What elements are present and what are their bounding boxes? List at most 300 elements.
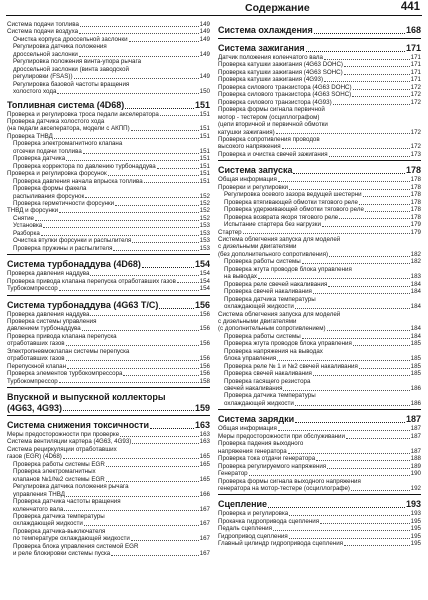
dot-leader: [316, 460, 410, 461]
header-rule: [6, 15, 422, 16]
section-divider: [7, 415, 210, 416]
dot-leader: [313, 375, 410, 376]
toc-entry[interactable]: [218, 91, 421, 98]
toc-entry[interactable]: [7, 245, 210, 252]
toc-entry-text: Проверка системы управления: [7, 317, 97, 325]
toc-entry-title: Перепускной клапан: [7, 362, 67, 370]
dot-leader: [54, 138, 199, 139]
dot-leader: [289, 538, 410, 539]
toc-page-number: 179: [410, 221, 421, 229]
toc-entry-text: Проверка датчика температуры: [224, 295, 316, 303]
dot-leader: [79, 33, 199, 34]
toc-page-number: 188: [410, 455, 421, 463]
toc-entry-title: Главный цилиндр гидропривода сцепления: [218, 540, 344, 548]
toc-entry-title: Проверка датчика: [13, 155, 66, 163]
toc-page-number: 167: [199, 520, 210, 528]
dot-leader: [258, 278, 410, 279]
dot-leader: [66, 160, 199, 161]
toc-entry[interactable]: [7, 438, 210, 445]
toc-entry-title: генератора на мотор-тестере (осциллографе): [218, 485, 350, 493]
toc-entry-title: Очистка втулки форсунки и распылителя: [13, 237, 132, 245]
dot-leader: [313, 293, 410, 294]
dot-leader: [302, 338, 410, 339]
toc-page-number: 149: [199, 28, 210, 36]
toc-entry[interactable]: [218, 463, 421, 470]
toc-entry[interactable]: [7, 311, 210, 318]
section-heading[interactable]: [7, 392, 210, 413]
toc-entry[interactable]: [218, 470, 421, 477]
toc-entry[interactable]: [218, 525, 421, 532]
toc-entry[interactable]: [218, 281, 421, 288]
section-title: Система снижения токсичности: [7, 420, 150, 431]
toc-entry-text: Проверка датчика-выключателя: [13, 527, 106, 535]
toc-entry-title: Проверка давления наддува: [7, 310, 90, 318]
dot-leader: [295, 422, 405, 423]
toc-entry-title: Проверка ТНВД: [7, 132, 53, 140]
dot-leader: [83, 153, 199, 154]
toc-page-number: 151: [199, 170, 210, 178]
dot-leader: [123, 375, 198, 376]
toc-entry[interactable]: [218, 143, 421, 150]
dot-leader: [293, 173, 404, 174]
toc-entry-title: Педаль сцепления: [218, 525, 272, 533]
section-heading[interactable]: [218, 414, 421, 425]
toc-entry[interactable]: [7, 270, 210, 277]
section-title: Система охлаждения: [218, 25, 313, 35]
toc-entry[interactable]: [218, 533, 421, 540]
dot-leader: [353, 89, 410, 90]
toc-entry-title: Проверка привода клапана перепуска отработавших газов: [7, 277, 176, 285]
toc-entry-title: Проверка работы системы EGR: [13, 460, 105, 468]
toc-entry[interactable]: [218, 273, 421, 280]
section-divider: [7, 295, 210, 296]
dot-leader: [352, 96, 409, 97]
toc-entry[interactable]: [218, 485, 421, 492]
toc-page-number: 167: [199, 550, 210, 558]
toc-page-number: 156: [199, 340, 210, 348]
toc-entry-title: Система подачи топлива: [7, 21, 79, 28]
toc-entry[interactable]: [7, 278, 210, 285]
toc-page-number: 184: [410, 288, 421, 296]
toc-entry-title: Стартер: [218, 228, 242, 236]
toc-entry[interactable]: [218, 333, 421, 340]
toc-entry-title: Проверка тока отдачи генератора: [218, 455, 316, 463]
toc-page-number: 172: [410, 98, 421, 106]
section-heading[interactable]: [218, 499, 421, 510]
toc-entry-title: коленчатого вала: [13, 505, 64, 513]
toc-entry-title: высокого напряжения: [218, 143, 281, 151]
toc-entry-title: Система вентиляции картера (4G63, 4G93): [7, 438, 132, 446]
toc-entry-title: газов (EGR) (4D68): [7, 453, 62, 461]
toc-entry-title: управления ТНВД: [13, 490, 65, 498]
dot-leader: [327, 330, 410, 331]
toc-entry[interactable]: [218, 370, 421, 377]
toc-entry-title: Проверка элементов турбокомпрессора: [7, 370, 123, 378]
toc-page-number: 173: [410, 150, 421, 158]
toc-entry[interactable]: [218, 69, 421, 76]
toc-entry[interactable]: [7, 491, 210, 498]
dot-leader: [288, 453, 410, 454]
dot-leader: [289, 515, 409, 516]
toc-page-number: 165: [199, 460, 210, 468]
toc-entry-title: Датчик положения коленчатого вала: [218, 54, 323, 61]
toc-entry-title: Общая информация: [218, 176, 277, 184]
toc-page-number: 185: [410, 340, 421, 348]
toc-entry-title: Проверка силового транзистора (4G93): [218, 98, 332, 106]
toc-entry-text: Регулировка базовой частоты вращения: [13, 80, 130, 88]
toc-entry-text: Система рециркуляции отработавших: [7, 445, 117, 453]
dot-leader: [346, 438, 410, 439]
toc-entry-text: Электропневмоклапан системы перепуска: [7, 347, 130, 355]
toc-page-number: 172: [410, 128, 421, 136]
toc-page-number: 166: [199, 490, 210, 498]
toc-entry[interactable]: [218, 455, 421, 462]
toc-entry[interactable]: [7, 370, 210, 377]
toc-page-number: 187: [410, 425, 421, 433]
toc-entry[interactable]: [218, 251, 421, 258]
section-divider: [7, 254, 210, 255]
toc-entry[interactable]: [7, 51, 210, 58]
toc-entry-text: Проверка жгута проводов блока управления: [224, 265, 352, 273]
toc-entry[interactable]: [7, 222, 210, 229]
dot-leader: [353, 345, 410, 346]
toc-entry-text: (цепи вторичной и первичной обмотки: [218, 121, 328, 129]
dot-leader: [67, 368, 199, 369]
dot-leader: [132, 242, 198, 243]
toc-entry[interactable]: [7, 148, 210, 155]
toc-page-number: 151: [199, 110, 210, 118]
toc-page-number: 153: [199, 229, 210, 237]
toc-page-number: 182: [410, 250, 421, 258]
toc-page-number: 153: [199, 244, 210, 252]
toc-page-number: 156: [199, 362, 210, 370]
toc-page-number: 184: [410, 332, 421, 340]
toc-entry[interactable]: [7, 453, 210, 460]
toc-entry-title: Проверка силового транзистора (4G63 DOHC): [218, 83, 352, 91]
toc-entry-title: дроссельной заслонки: [13, 50, 78, 58]
toc-page-number: 184: [410, 303, 421, 311]
section-page-number: 156: [194, 299, 210, 310]
toc-entry[interactable]: [7, 193, 210, 200]
toc-entry[interactable]: [218, 54, 421, 61]
toc-page-number: 153: [199, 222, 210, 230]
dot-leader: [63, 458, 199, 459]
toc-entry[interactable]: [7, 340, 210, 347]
section-heading[interactable]: [7, 300, 210, 311]
dot-leader: [106, 481, 199, 482]
toc-entry[interactable]: [218, 325, 421, 332]
toc-entry[interactable]: [7, 520, 210, 527]
dot-leader: [278, 181, 410, 182]
dot-leader: [59, 290, 199, 291]
section-heading[interactable]: [7, 420, 210, 431]
toc-entry[interactable]: [7, 28, 210, 35]
dot-leader: [57, 93, 198, 94]
toc-entry-title: Проверка втягивающей обмотки тягового реле: [224, 198, 358, 206]
toc-page-number: 178: [410, 198, 421, 206]
toc-page-number: 184: [410, 280, 421, 288]
toc-entry[interactable]: [7, 431, 210, 438]
toc-entry[interactable]: [7, 178, 210, 185]
toc-entry-title: Проверка силового транзистора (4G63 SOHC): [218, 91, 352, 99]
dot-leader: [113, 250, 198, 251]
toc-entry[interactable]: [218, 206, 421, 213]
toc-page-number: 184: [410, 325, 421, 333]
toc-entry[interactable]: [218, 448, 421, 455]
toc-entry[interactable]: [218, 129, 421, 136]
toc-entry[interactable]: [218, 99, 421, 106]
toc-page-number: 187: [410, 447, 421, 455]
toc-entry[interactable]: [218, 176, 421, 183]
dot-leader: [306, 51, 405, 52]
toc-entry[interactable]: [7, 170, 210, 177]
section-title-line2: [7, 403, 210, 414]
toc-page-number: 183: [410, 273, 421, 281]
dot-leader: [120, 436, 199, 437]
toc-entry[interactable]: [218, 76, 421, 83]
toc-page-number: 167: [199, 535, 210, 543]
toc-entry-title: отработавших газов: [7, 355, 65, 363]
toc-entry-title: Проверка свечей накаливания: [224, 370, 312, 378]
toc-entry-text: с дизельными двигателями: [218, 317, 297, 325]
toc-entry[interactable]: [7, 550, 210, 557]
toc-entry[interactable]: [7, 476, 210, 483]
toc-page-number: 152: [199, 214, 210, 222]
toc-entry-title: по температуре охлаждающей жидкости: [13, 535, 130, 543]
dot-leader: [328, 286, 409, 287]
toc-entry[interactable]: [218, 425, 421, 432]
toc-page-number: 178: [410, 213, 421, 221]
toc-page-number: 195: [410, 532, 421, 540]
toc-column-left: [7, 21, 210, 558]
toc-entry[interactable]: [7, 535, 210, 542]
toc-page-number: 179: [410, 228, 421, 236]
section-title: Система турбонаддува (4D68): [7, 259, 141, 270]
dot-leader: [144, 182, 199, 183]
section-page-number: 168: [405, 25, 421, 35]
dot-leader: [90, 315, 198, 316]
toc-entry[interactable]: [218, 540, 421, 547]
toc-entry[interactable]: [218, 258, 421, 265]
toc-entry-title: давлением турбонаддува: [7, 325, 81, 333]
toc-page-number: 149: [199, 35, 210, 43]
toc-entry-text: Проверка привода клапана перепуска: [7, 332, 117, 340]
toc-entry[interactable]: [218, 340, 421, 347]
toc-entry[interactable]: [218, 199, 421, 206]
section-divider: [218, 494, 421, 495]
dot-leader: [63, 410, 194, 411]
toc-entry-text: мотор - тестером (осциллографом): [218, 113, 320, 121]
toc-entry[interactable]: [7, 285, 210, 292]
toc-entry[interactable]: [7, 363, 210, 370]
toc-entry-text: Проверка гасящего резистора: [224, 377, 311, 385]
dot-leader: [249, 475, 410, 476]
toc-entry[interactable]: [7, 133, 210, 140]
toc-page-number: 156: [199, 370, 210, 378]
dot-leader: [79, 56, 199, 57]
toc-entry[interactable]: [218, 385, 421, 392]
toc-entry-text: Регулировка положения винта-упора рычага: [13, 58, 142, 66]
toc-entry[interactable]: [218, 191, 421, 198]
toc-entry[interactable]: [7, 88, 210, 95]
toc-entry-title: Проверка возврата якоря тягового реле: [224, 213, 339, 221]
section-heading[interactable]: [7, 100, 210, 111]
toc-page-number: 171: [410, 61, 421, 69]
toc-page-number: 156: [199, 355, 210, 363]
toc-page-number: 149: [199, 21, 210, 28]
section-page-number: 154: [194, 259, 210, 270]
dot-leader: [314, 33, 405, 34]
toc-entry-title: Проверка катушки зажигания (4G63 SOHC): [218, 68, 343, 76]
toc-entry[interactable]: [7, 207, 210, 214]
toc-entry[interactable]: [218, 229, 421, 236]
dot-leader: [142, 267, 194, 268]
toc-page-number: 154: [199, 270, 210, 278]
toc-entry[interactable]: [218, 151, 421, 158]
toc-entry[interactable]: [218, 221, 421, 228]
toc-entry[interactable]: [218, 510, 421, 517]
toc-entry-text: Регулировка датчика положения рычага: [13, 483, 129, 491]
toc-page-number: 149: [199, 50, 210, 58]
toc-entry[interactable]: [218, 303, 421, 310]
toc-entry[interactable]: [7, 73, 210, 80]
toc-entry[interactable]: [7, 230, 210, 237]
dot-leader: [295, 308, 410, 309]
toc-page-number: 151: [199, 177, 210, 185]
section-heading[interactable]: [218, 25, 421, 36]
toc-entry[interactable]: [218, 363, 421, 370]
toc-entry-text: Проверка формы факела: [13, 185, 87, 193]
toc-page-number: 158: [199, 377, 210, 385]
toc-entry[interactable]: [7, 163, 210, 170]
toc-page-number: 151: [199, 162, 210, 170]
dot-leader: [283, 390, 409, 391]
dot-leader: [35, 220, 199, 221]
toc-entry[interactable]: [7, 215, 210, 222]
toc-entry-title: Проверка и регулировка: [218, 510, 289, 518]
toc-page-number: 151: [199, 155, 210, 163]
toc-entry[interactable]: [218, 355, 421, 362]
toc-page-number: 152: [199, 199, 210, 207]
toc-entry[interactable]: [218, 214, 421, 221]
toc-entry[interactable]: [218, 184, 421, 191]
toc-entry[interactable]: [7, 36, 210, 43]
dot-leader: [333, 104, 410, 105]
toc-entry-title: Проверка работы системы: [224, 332, 301, 340]
toc-page-number: 167: [199, 505, 210, 513]
dot-leader: [277, 360, 410, 361]
section-page-number: 163: [194, 420, 210, 431]
toc-page-number: 154: [199, 285, 210, 293]
dot-leader: [111, 555, 198, 556]
toc-entry-title: Общая информация: [218, 425, 277, 433]
toc-entry[interactable]: [218, 84, 421, 91]
page-title: Содержание: [245, 2, 310, 14]
toc-entry[interactable]: [7, 21, 210, 28]
toc-entry[interactable]: [218, 288, 421, 295]
toc-entry-text: Проверка датчика температуры: [13, 513, 105, 521]
dot-leader: [329, 256, 410, 257]
toc-page-number: 156: [199, 325, 210, 333]
dot-leader: [41, 235, 199, 236]
dot-leader: [90, 275, 198, 276]
toc-page-number: 165: [199, 453, 210, 461]
dot-leader: [302, 263, 410, 264]
dot-leader: [344, 545, 410, 546]
toc-entry-title: Проверка реле свечей накаливания: [224, 280, 328, 288]
toc-entry-title: Проверка давления начала впрыска топлива: [13, 177, 143, 185]
toc-entry-title: Проверка удерживающей обмотки тягового реле: [224, 206, 364, 214]
toc-entry-title: блока управления: [224, 355, 277, 363]
toc-entry-title: Гидропривод сцепления: [218, 532, 288, 540]
toc-page-number: 171: [410, 68, 421, 76]
toc-entry-title: Проверка давления наддува: [7, 270, 90, 278]
section-title: Система турбонаддува (4G63 T/C): [7, 299, 159, 310]
toc-entry-title: Проверка работы системы: [224, 258, 301, 266]
dot-leader: [329, 156, 410, 157]
toc-entry-title: (без дополнительного сопротивления): [218, 250, 329, 258]
toc-entry[interactable]: [7, 155, 210, 162]
toc-entry-title: Проверка жгута проводов блока управления: [224, 340, 352, 348]
dot-leader: [344, 74, 410, 75]
toc-entry[interactable]: [218, 518, 421, 525]
toc-entry-title: на выводах: [224, 273, 257, 281]
toc-page-number: 186: [410, 385, 421, 393]
dot-leader: [160, 115, 199, 116]
toc-entry-title: ТНВД и форсунки: [7, 207, 59, 215]
toc-entry-title: Проверка и очистка свечей зажигания: [218, 150, 328, 158]
toc-page-number: 195: [410, 540, 421, 548]
toc-entry-title: и реле блокировки системы пуска: [13, 550, 111, 558]
toc-entry-title: Проверка свечей накаливания: [224, 288, 312, 296]
toc-entry[interactable]: [7, 378, 210, 385]
section-title-line1: Впускной и выпускной коллекторы: [7, 392, 166, 403]
dot-leader: [43, 227, 198, 228]
toc-page-number: 186: [410, 399, 421, 407]
toc-entry-text: Проверка формы сигнала первичной: [218, 106, 325, 114]
toc-entry[interactable]: [7, 125, 210, 132]
section-page-number: 187: [405, 414, 421, 425]
toc-entry[interactable]: [218, 61, 421, 68]
toc-entry-text: Проверка сопротивления проводов: [218, 135, 320, 143]
dot-leader: [108, 175, 199, 176]
section-heading[interactable]: [218, 165, 421, 176]
dot-leader: [344, 66, 410, 67]
toc-entry-title: охлаждающей жидкости: [13, 520, 83, 528]
toc-page-number: 195: [410, 517, 421, 525]
dot-leader: [327, 468, 410, 469]
dot-leader: [132, 443, 198, 444]
toc-entry[interactable]: [7, 506, 210, 513]
section-heading[interactable]: [218, 43, 421, 54]
toc-page-number: 154: [199, 277, 210, 285]
toc-page-number: 178: [410, 206, 421, 214]
toc-entry[interactable]: [7, 325, 210, 332]
section-divider: [218, 38, 421, 39]
toc-entry[interactable]: [7, 355, 210, 362]
section-heading[interactable]: [7, 259, 210, 270]
toc-entry[interactable]: [7, 111, 210, 118]
toc-entry-title: регулировки (FSAS)): [13, 73, 73, 81]
toc-entry[interactable]: [218, 400, 421, 407]
toc-entry-title: Турбокомпрессор: [7, 377, 58, 385]
toc-entry[interactable]: [7, 461, 210, 468]
toc-entry[interactable]: [7, 200, 210, 207]
dot-leader: [282, 148, 410, 149]
toc-entry[interactable]: [7, 237, 210, 244]
dot-leader: [365, 211, 410, 212]
toc-entry[interactable]: [218, 433, 421, 440]
